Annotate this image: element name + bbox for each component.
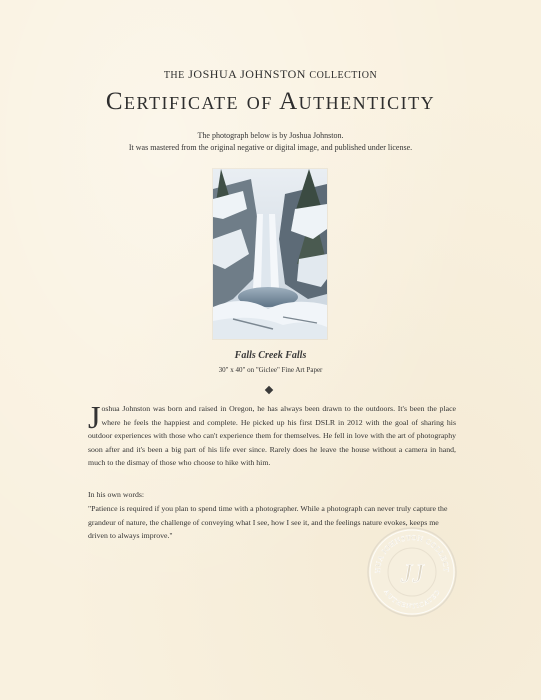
quote-text: "Patience is required if you plan to spend time with a photographer. While a photograph can never truly capture the grandeur of nature, the challenge of conveying what I see, how I see it, and the feelings nature evokes, keeps me driven to always improve." [88, 504, 448, 540]
photo-title: Falls Creek Falls [234, 350, 307, 361]
certificate-title: Certificate of Authenticity [105, 88, 436, 115]
authentication-seal [366, 526, 458, 618]
collection-name: JOSHUA JOHNSTON [188, 67, 306, 81]
seal-bottom-text: AUTHENTICATED [382, 588, 442, 611]
drop-cap: J [88, 399, 101, 435]
biography [88, 399, 456, 470]
seal-monogram: JJ [400, 559, 424, 588]
intro-line-2: It was mastered from the original negative or digital image, and published under license. [128, 143, 413, 152]
intro-line-1: The photograph below is by Joshua Johnston. [197, 131, 344, 140]
seal-top-text: HUA JOHNSTON COLLECT [372, 532, 452, 574]
collection-suffix: COLLECTION [309, 70, 378, 81]
quote-label: In his own words: [88, 490, 145, 499]
waterfall-photo [213, 169, 327, 339]
diamond-divider [265, 386, 273, 394]
collection-heading [0, 67, 541, 82]
collection-prefix: THE [163, 70, 185, 81]
intro-text [0, 130, 541, 154]
biography-text: oshua Johnston was born and raised in Oregon, he has always been drawn to the outdoors. It's been the place where he feels the happiest and complete. He picked up his first DSLR in 2012 with the goal of sharing his outdoor experiences with those who can't experience them for themselves. He fell in love with the art of photography soon after and it's been a big part of his life ever since. Rarely does he leave the house without a camera in hand, much to the dismay of those who choose to hike with him. [88, 404, 456, 467]
photo-details: 30" x 40" on "Giclee" Fine Art Paper [218, 366, 323, 374]
